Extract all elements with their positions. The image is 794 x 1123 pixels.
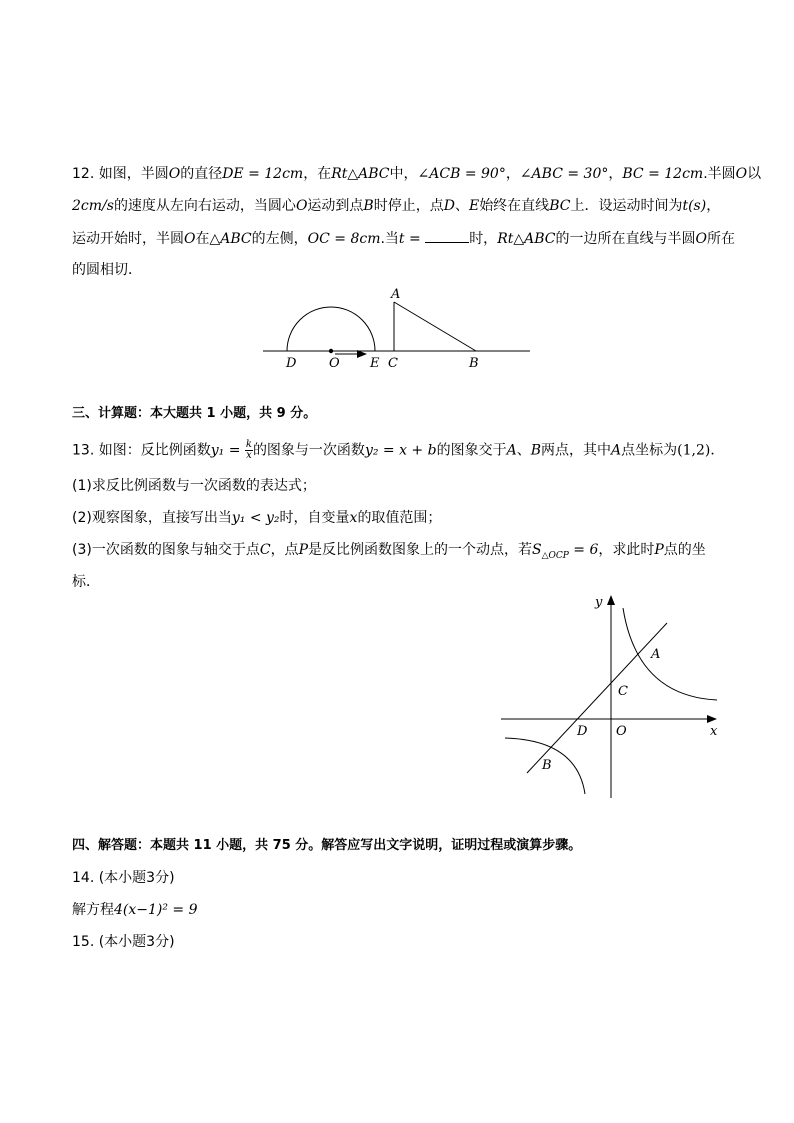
hyperbola-branch-q1 (623, 608, 717, 700)
q12-line-4: 的圆相切． (72, 262, 142, 278)
label-x: x (710, 724, 718, 739)
label-D: D (577, 724, 588, 739)
label-B: B (469, 356, 479, 371)
q12-line-3: 运动开始时，半圆O在△ABC的左侧，OC = 8cm.当t = 时，Rt△ABC的一边所在直线与半圆O所在 (72, 228, 735, 249)
answer-blank[interactable] (425, 228, 469, 243)
q13-figure (495, 588, 725, 800)
label-O: O (616, 724, 627, 739)
triangle-side-ab (394, 302, 476, 351)
label-D: D (286, 356, 297, 371)
label-E: E (370, 356, 380, 371)
linear-function-line (527, 623, 667, 773)
semicircle-arc (287, 307, 375, 351)
section-4-heading: 四、解答题：本题共 11 小题，共 75 分。解答应写出文字说明，证明过程或演算步骤。 (72, 838, 582, 853)
label-y: y (595, 595, 603, 610)
label-C: C (618, 684, 628, 699)
q13-part-2: (2)观察图象，直接写出当y₁ < y₂时，自变量x的取值范围； (72, 510, 442, 526)
q13-part-3-cont: 标． (72, 574, 100, 590)
q14-body: 解方程4(x−1)² = 9 (72, 902, 198, 918)
fraction-k-over-x: $\frac{k}{x}$ (245, 439, 252, 461)
label-B: B (542, 758, 552, 773)
q12-line-1: 12. 如图，半圆O的直径DE = 12cm，在Rt△ABC中，∠ACB = 90°，∠ABC = 30°，BC = 12cm.半圆O以 (72, 166, 762, 182)
section-3-heading: 三、计算题：本大题共 1 小题，共 9 分。 (72, 406, 317, 421)
y-axis-arrowhead (607, 595, 615, 605)
q12-figure (255, 282, 540, 377)
label-O: O (329, 356, 340, 371)
x-axis-arrowhead (707, 715, 717, 723)
q13-part-1: (1)求反比例函数与一次函数的表达式； (72, 478, 316, 494)
label-A: A (391, 287, 401, 302)
q12-line-2: 2cm/s的速度从左向右运动，当圆心O运动到点B时停止，点D、E始终在直线BC上．设运动时间为t(s)， (72, 198, 721, 214)
q15-heading: 15. (本小题3分) (72, 934, 175, 950)
q14-heading: 14. (本小题3分) (72, 870, 175, 886)
label-A: A (651, 647, 661, 662)
label-C: C (388, 356, 398, 371)
center-point (329, 349, 333, 353)
q13-line-1: 13. 如图：反比例函数y₁ = $\frac{k}{x}$ 的图象与一次函数y₂ = x + b的图象交于A、B两点，其中A点坐标为(1,2)． (72, 439, 725, 461)
q13-part-3: (3)一次函数的图象与轴交于点C，点P是反比例函数图象上的一个动点，若$S_{\triangle OCP} = 6$，求此时P点的坐 (72, 542, 706, 561)
